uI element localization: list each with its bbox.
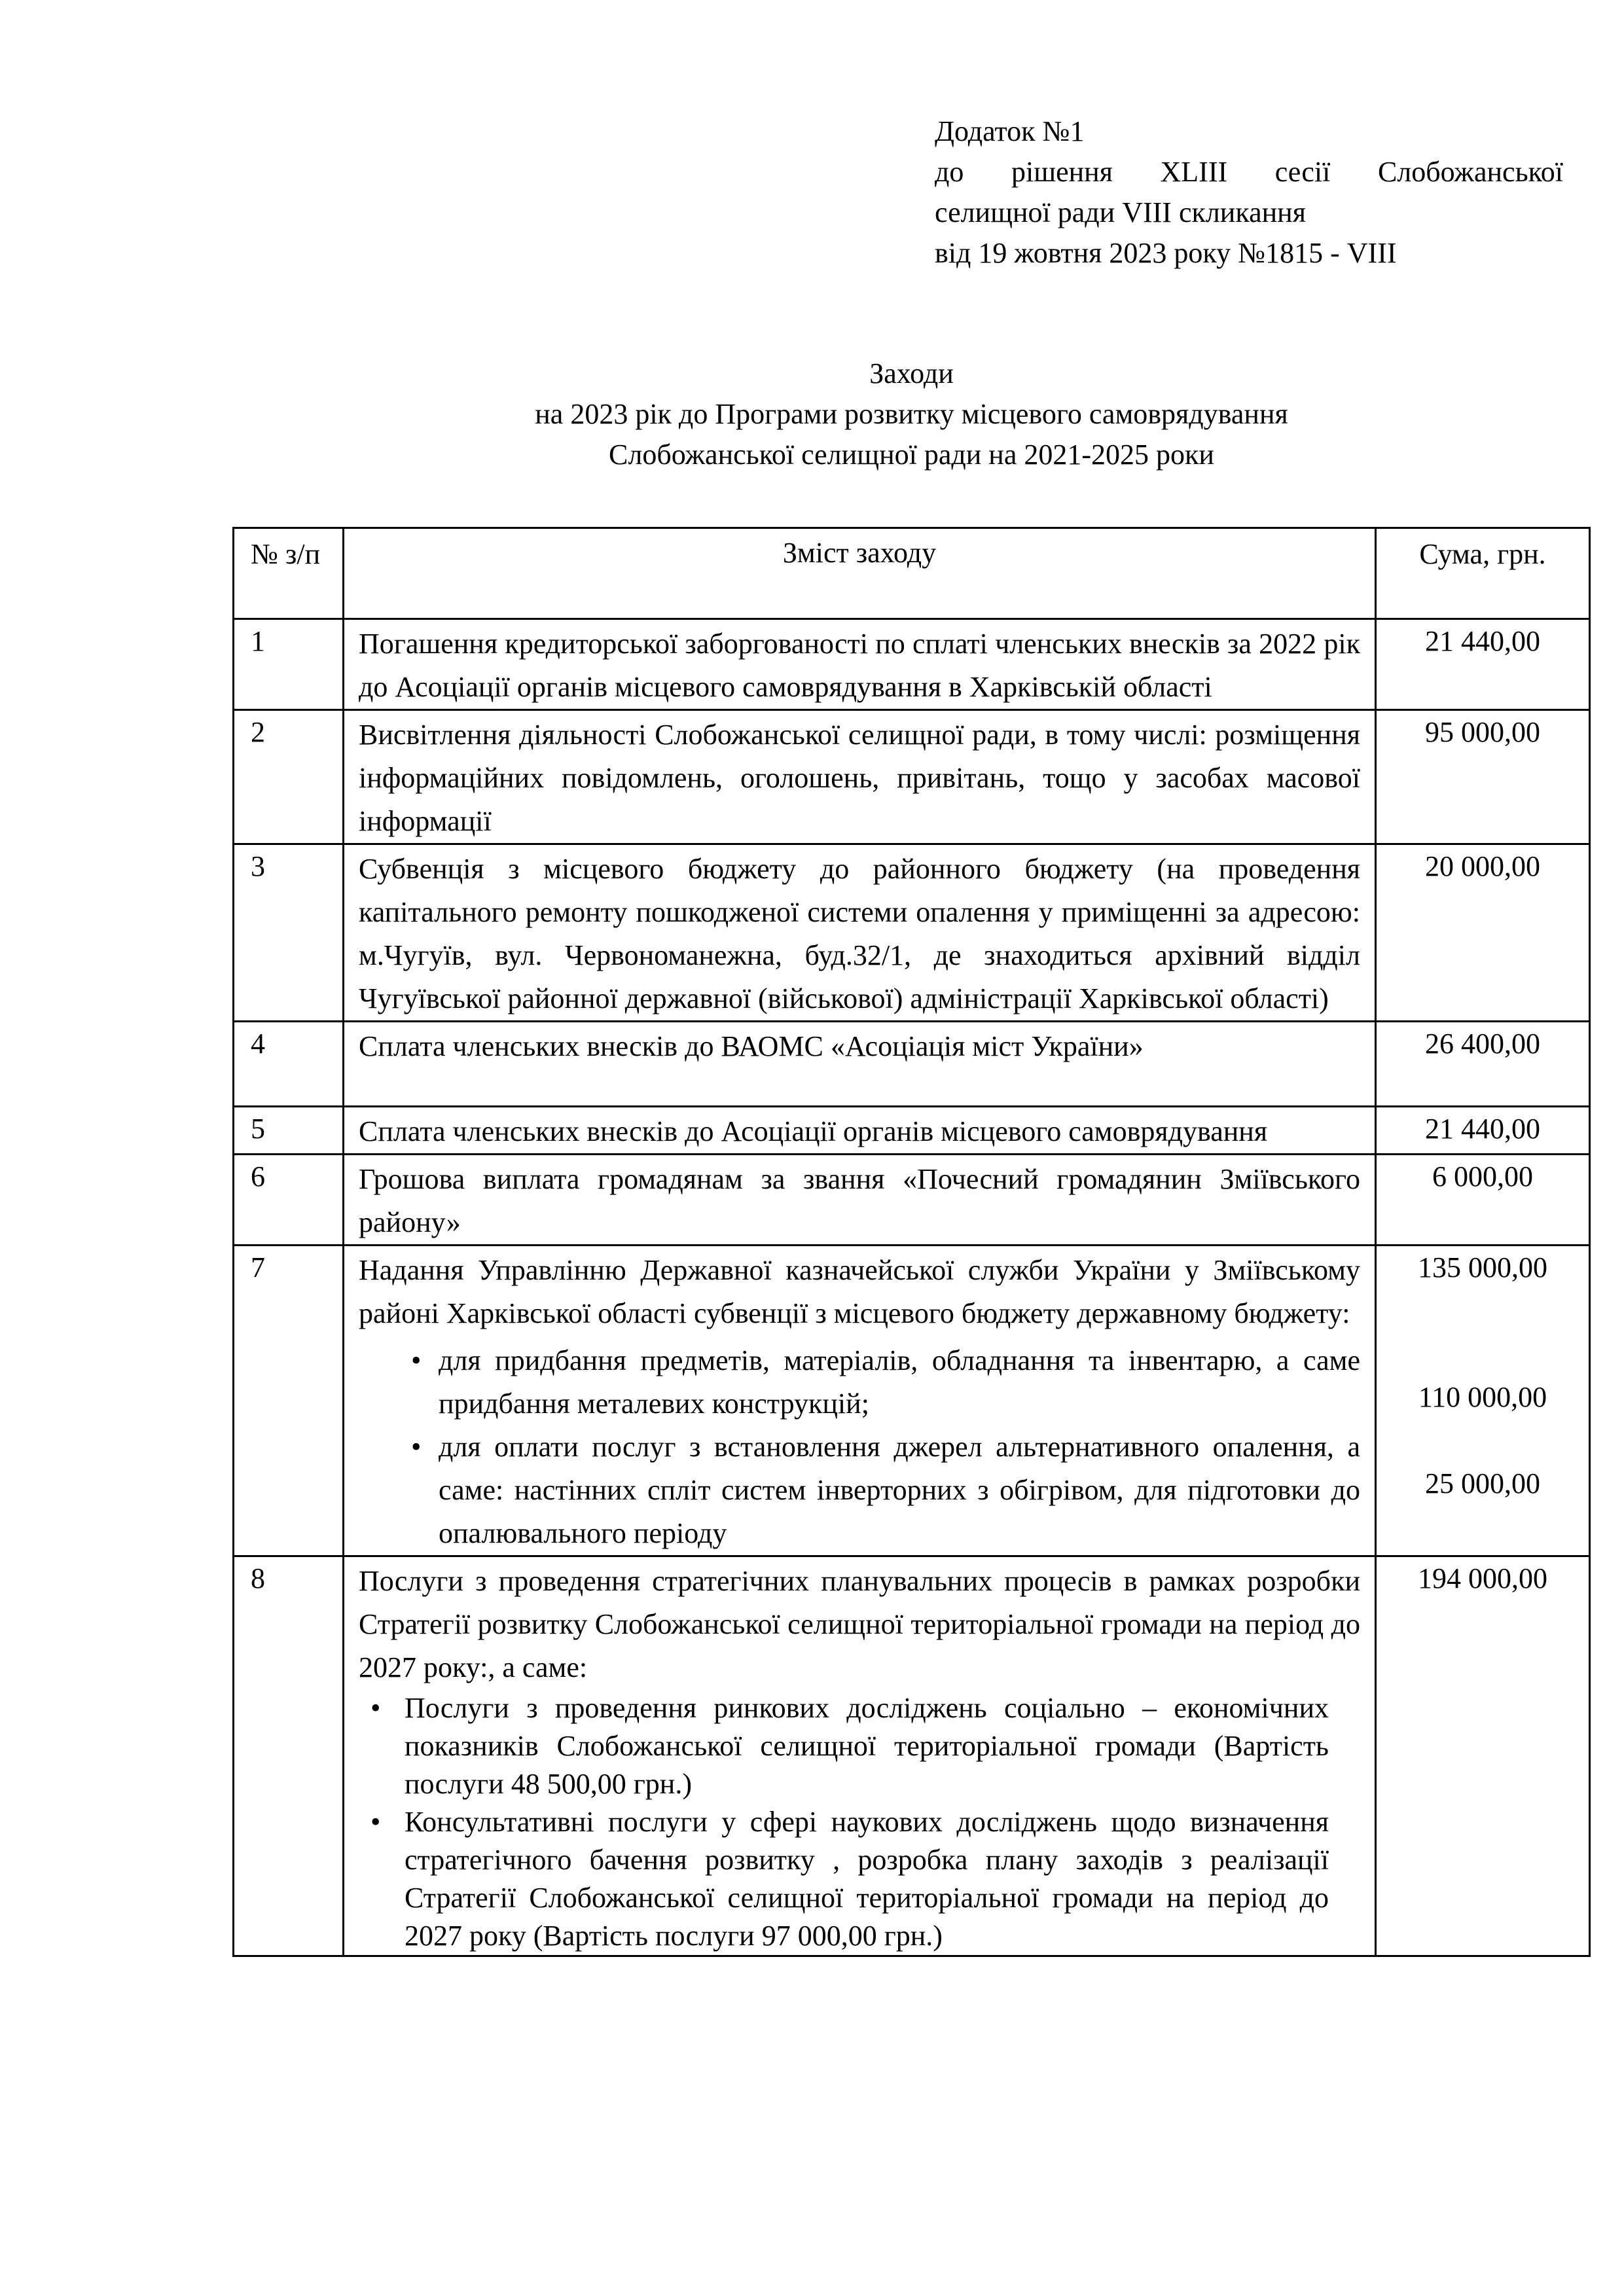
list-item: • для оплати послуг з встановлення джерел альтернативного опалення, а саме: настінних спліт систем інверторних з обігрівом, для підготовки до опалювального періоду xyxy=(359,1426,1360,1555)
table-row xyxy=(234,1022,1590,1107)
header-amount: Сума, грн. xyxy=(1376,528,1590,619)
row-amount: 6 000,00 xyxy=(1376,1155,1590,1246)
measures-table xyxy=(232,527,1591,1957)
sub-items-list xyxy=(359,1689,1360,1955)
row-text: Висвітлення діяльності Слобожанської селищної ради, в тому числі: розміщення інформаційних повідомлень, оголошень, привітань, тощо у засобах масової інформації xyxy=(344,710,1376,844)
document-title xyxy=(232,353,1591,475)
list-item: • Послуги з проведення ринкових досліджень соціально – економічних показників Слобожанської селищної територіальної громади (Вартість послуги 48 500,00 грн.) xyxy=(359,1689,1329,1803)
row-amount: 135 000,00 xyxy=(1418,1251,1547,1283)
row-number: 1 xyxy=(234,619,344,710)
row-number: 7 xyxy=(234,1246,344,1556)
row-text: Надання Управлінню Державної казначейської служби України у Зміївському районі Харківської області субвенції з місцевого бюджету державному бюджету: xyxy=(359,1254,1360,1329)
row-number: 8 xyxy=(234,1556,344,1956)
row-text: Сплата членських внесків до ВАОМС «Асоціація міст України» xyxy=(344,1022,1376,1107)
row-number: 2 xyxy=(234,710,344,844)
appendix-council: селищної ради VIII скликання xyxy=(935,196,1306,228)
row-number: 4 xyxy=(234,1022,344,1107)
title-line-1: Заходи xyxy=(869,357,954,389)
header-number: № з/п xyxy=(234,528,344,619)
list-item: • Консультативні послуги у сфері наукових досліджень щодо визначення стратегічного бачення розвитку , розробка плану заходів з реалізації Стратегії Слобожанської селищної територіальної громади на період до 2027 року (Вартість послуги 97 000,00 грн.) xyxy=(359,1803,1329,1955)
table-row xyxy=(234,844,1590,1022)
row-number: 5 xyxy=(234,1107,344,1155)
row-number: 3 xyxy=(234,844,344,1022)
table-row xyxy=(234,619,1590,710)
appendix-decision: до рішення XLIII сесії Слобожанської xyxy=(935,156,1563,188)
row-text: Сплата членських внесків до Асоціації органів місцевого самоврядування xyxy=(344,1107,1376,1155)
row-text: Субвенція з місцевого бюджету до районного бюджету (на проведення капітального ремонту пошкодженої системи опалення у приміщенні за адресою: м.Чугуїв, вул. Червономанежна, буд.32/1, де знаходиться архівний відділ Чугуївської районної державної (військової) адміністрації Харківської області) xyxy=(344,844,1376,1022)
header-content: Зміст заходу xyxy=(344,528,1376,619)
appendix-header xyxy=(935,111,1563,274)
appendix-date: від 19 жовтня 2023 року №1815 - VIII xyxy=(935,237,1397,269)
sub-items-list xyxy=(359,1339,1360,1555)
table-row xyxy=(234,1556,1590,1956)
table-row xyxy=(234,1246,1590,1556)
row-amount: 21 440,00 xyxy=(1376,1107,1590,1155)
row-text: Погашення кредиторської заборгованості по сплаті членських внесків за 2022 рік до Асоціації органів місцевого самоврядування в Харківській області xyxy=(344,619,1376,710)
table-row xyxy=(234,710,1590,844)
row-text: Грошова виплата громадянам за звання «Почесний громадянин Зміївського району» xyxy=(344,1155,1376,1246)
row-amount: 95 000,00 xyxy=(1376,710,1590,844)
row-content xyxy=(344,1556,1376,1956)
row-number: 6 xyxy=(234,1155,344,1246)
row-content xyxy=(344,1246,1376,1556)
table-row xyxy=(234,1107,1590,1155)
sub-amount: 110 000,00 xyxy=(1418,1381,1547,1413)
list-item: • для придбання предметів, матеріалів, обладнання та інвентарю, а саме придбання металевих конструкцій; xyxy=(359,1339,1360,1426)
title-line-3: Слобожанської селищної ради на 2021-2025 роки xyxy=(609,439,1214,471)
row-amount: 26 400,00 xyxy=(1376,1022,1590,1107)
row-amount: 21 440,00 xyxy=(1376,619,1590,710)
appendix-number: Додаток №1 xyxy=(935,115,1085,147)
row-amounts xyxy=(1376,1246,1590,1556)
table-header-row xyxy=(234,528,1590,619)
table-row xyxy=(234,1155,1590,1246)
row-amount: 194 000,00 xyxy=(1376,1556,1590,1956)
row-amount: 20 000,00 xyxy=(1376,844,1590,1022)
row-text: Послуги з проведення стратегічних планувальних процесів в рамках розробки Стратегії розвитку Слобожанської селищної територіальної громади на період до 2027 року:, а саме: xyxy=(359,1565,1360,1683)
title-line-2: на 2023 рік до Програми розвитку місцевого самоврядування xyxy=(535,398,1288,430)
sub-amount: 25 000,00 xyxy=(1425,1467,1540,1499)
